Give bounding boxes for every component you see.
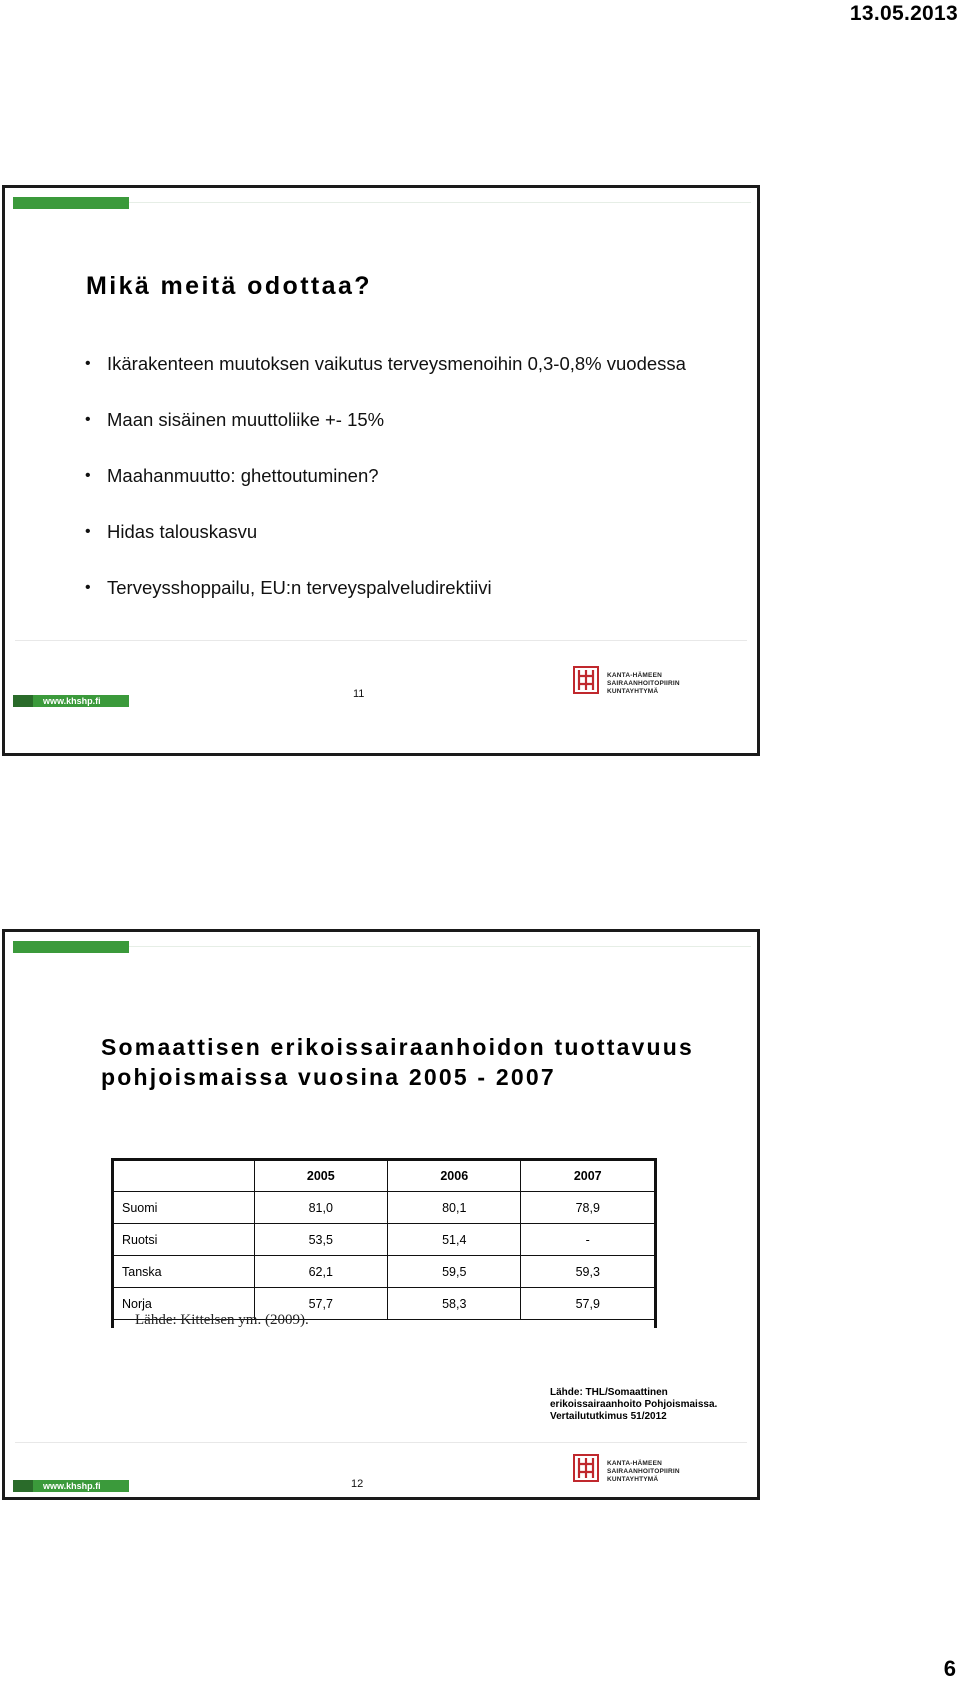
table-row bbox=[114, 1192, 654, 1224]
page-number: 12 bbox=[351, 1478, 364, 1490]
table-row bbox=[114, 1256, 654, 1288]
footer-bar-accent bbox=[13, 695, 33, 707]
footer-url: www.khshp.fi bbox=[13, 695, 129, 707]
table-cell-country: Suomi bbox=[114, 1192, 254, 1224]
footer-divider bbox=[15, 1442, 747, 1443]
page-number: 11 bbox=[353, 688, 365, 700]
logo-text-line2: SAIRAANHOITOPIIRIN KUNTAYHTYMÄ bbox=[607, 1468, 680, 1483]
table-cell: 58,3 bbox=[388, 1288, 521, 1320]
document-date: 13.05.2013 bbox=[849, 2, 958, 25]
logo-text-line2: SAIRAANHOITOPIIRIN KUNTAYHTYMÄ bbox=[607, 680, 680, 695]
slide-11 bbox=[2, 185, 760, 756]
table-cell: 78,9 bbox=[521, 1192, 654, 1224]
header-green-bar bbox=[13, 941, 129, 953]
table-cell: 62,1 bbox=[254, 1256, 387, 1288]
footer-url: www.khshp.fi bbox=[13, 1480, 129, 1492]
table-header-cell: 2005 bbox=[254, 1161, 387, 1192]
slide-title: Somaattisen erikoissairaanhoidon tuottavuus pohjoismaissa vuosina 2005 - 2007 bbox=[101, 1034, 695, 1090]
logo-text-line1: KANTA-HÄMEEN bbox=[607, 672, 662, 679]
table-cell: 59,3 bbox=[521, 1256, 654, 1288]
bullet-item: • Ikärakenteen muutoksen vaikutus terveysmenoihin 0,3-0,8% vuodessa bbox=[83, 350, 723, 377]
table-source-note: Lähde: Kittelsen ym. (2009). bbox=[135, 1312, 309, 1328]
table-header-row bbox=[114, 1161, 654, 1192]
table-cell: 57,7 bbox=[254, 1288, 387, 1320]
table-header-cell bbox=[114, 1161, 254, 1192]
table-cell: 57,9 bbox=[521, 1288, 654, 1320]
table-cell: 80,1 bbox=[388, 1192, 521, 1224]
table-cell: 81,0 bbox=[254, 1192, 387, 1224]
bullet-item: • Terveysshoppailu, EU:n terveyspalveludirektiivi bbox=[83, 574, 723, 601]
logo-emblem-icon bbox=[573, 1454, 599, 1482]
table-cell: - bbox=[521, 1224, 654, 1256]
logo-text-line1: KANTA-HÄMEEN bbox=[607, 1460, 662, 1467]
table-cell-country: Norja bbox=[114, 1288, 254, 1320]
slide-12 bbox=[2, 929, 760, 1500]
bullet-item: • Maan sisäinen muuttoliike +- 15% bbox=[83, 406, 723, 433]
header-divider bbox=[129, 202, 751, 203]
table-cell: 51,4 bbox=[388, 1224, 521, 1256]
logo-text bbox=[607, 672, 733, 696]
organization-logo bbox=[573, 1454, 733, 1482]
source-line: Vertailututkimus 51/2012 bbox=[550, 1411, 667, 1422]
table-row bbox=[114, 1224, 654, 1256]
header-green-bar bbox=[13, 197, 129, 209]
source-line: erikoissairaanhoito Pohjoismaissa. bbox=[550, 1399, 718, 1410]
slide-source-note bbox=[550, 1387, 717, 1423]
productivity-table-frame bbox=[111, 1158, 657, 1328]
bullet-item: • Hidas talouskasvu bbox=[83, 518, 723, 545]
bullet-item: • Maahanmuutto: ghettoutuminen? bbox=[83, 462, 723, 489]
organization-logo bbox=[573, 666, 733, 694]
table-header-cell: 2006 bbox=[388, 1161, 521, 1192]
document-page-number: 6 bbox=[943, 1656, 956, 1681]
source-line: Lähde: THL/Somaattinen bbox=[550, 1387, 668, 1398]
table-header-cell: 2007 bbox=[521, 1161, 654, 1192]
bullet-list bbox=[83, 350, 723, 601]
logo-text bbox=[607, 1460, 733, 1484]
footer-divider bbox=[15, 640, 747, 641]
table-cell-country: Ruotsi bbox=[114, 1224, 254, 1256]
slide-title: Mikä meitä odottaa? bbox=[86, 272, 372, 300]
header-divider bbox=[129, 946, 751, 947]
productivity-table bbox=[114, 1161, 654, 1320]
table-cell: 53,5 bbox=[254, 1224, 387, 1256]
table-cell: 59,5 bbox=[388, 1256, 521, 1288]
footer-bar-accent bbox=[13, 1480, 33, 1492]
table-cell-country: Tanska bbox=[114, 1256, 254, 1288]
logo-emblem-icon bbox=[573, 666, 599, 694]
